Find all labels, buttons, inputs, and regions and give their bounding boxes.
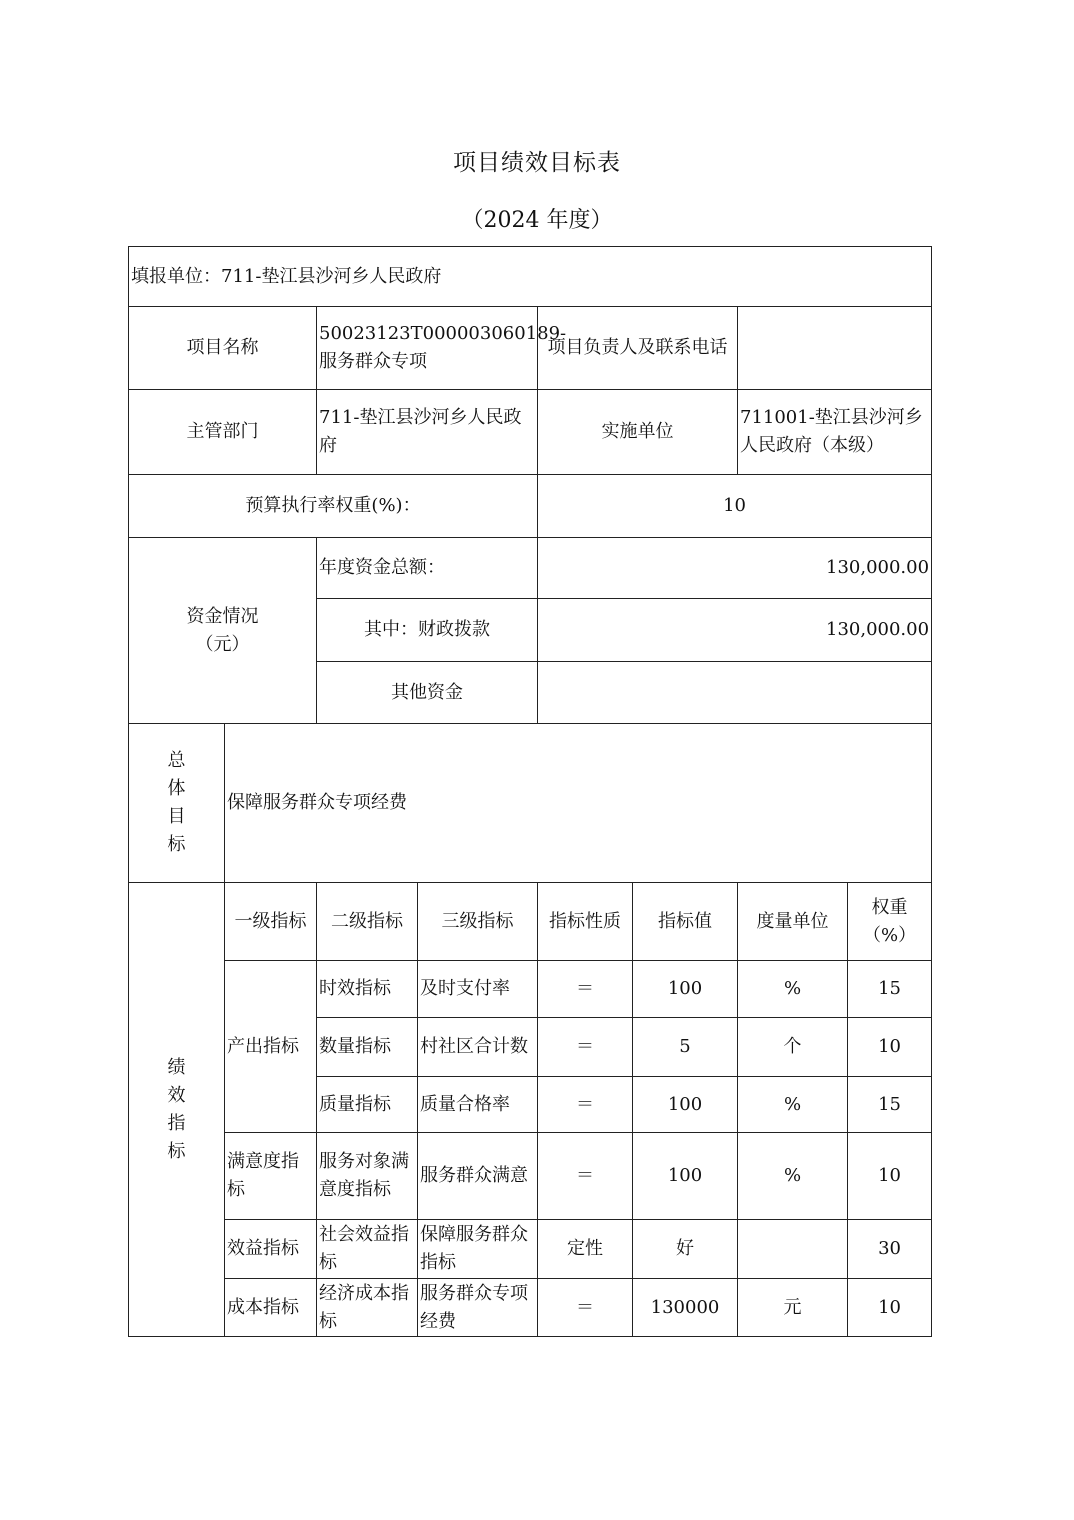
other-funds-value xyxy=(538,662,932,724)
satisfaction-unit: % xyxy=(738,1133,848,1220)
output-r3-level2: 质量指标 xyxy=(317,1077,418,1133)
output-r2-value: 5 xyxy=(633,1018,738,1077)
dept-value: 711-垫江县沙河乡人民政府 xyxy=(317,390,538,475)
output-r1-level3: 及时支付率 xyxy=(418,961,538,1018)
benefit-weight: 30 xyxy=(848,1220,932,1279)
output-r3-nature: ＝ xyxy=(538,1077,633,1133)
benefit-nature: 定性 xyxy=(538,1220,633,1279)
cost-weight: 10 xyxy=(848,1279,932,1337)
page-title: 项目绩效目标表 xyxy=(453,150,621,176)
output-r1-unit: % xyxy=(738,961,848,1018)
output-r1-weight: 15 xyxy=(848,961,932,1018)
funds-label-text: 资金情况（元） xyxy=(186,605,259,655)
output-r2-unit: 个 xyxy=(738,1018,848,1077)
fiscal-label: 其中：财政拨款 xyxy=(317,599,538,662)
header-value: 指标值 xyxy=(633,883,738,961)
manager-contact-value xyxy=(738,307,932,390)
output-level1: 产出指标 xyxy=(225,961,317,1133)
manager-contact-label: 项目负责人及联系电话 xyxy=(538,307,738,390)
output-r3-weight: 15 xyxy=(848,1077,932,1133)
output-r3-value: 100 xyxy=(633,1077,738,1133)
annual-total-label: 年度资金总额： xyxy=(317,538,538,599)
output-r2-weight: 10 xyxy=(848,1018,932,1077)
header-nature: 指标性质 xyxy=(538,883,633,961)
satisfaction-weight: 10 xyxy=(848,1133,932,1220)
cost-nature: ＝ xyxy=(538,1279,633,1337)
satisfaction-level2: 服务对象满意度指标 xyxy=(317,1133,418,1220)
dept-label: 主管部门 xyxy=(129,390,317,475)
impl-unit-label: 实施单位 xyxy=(538,390,738,475)
annual-total-value: 130,000.00 xyxy=(538,538,932,599)
output-r1-nature: ＝ xyxy=(538,961,633,1018)
perf-label xyxy=(129,883,225,1337)
header-weight: 权重（%） xyxy=(848,883,932,961)
satisfaction-level3: 服务群众满意 xyxy=(418,1133,538,1220)
output-r3-level3: 质量合格率 xyxy=(418,1077,538,1133)
funds-label xyxy=(129,538,317,724)
other-funds-label: 其他资金 xyxy=(317,662,538,724)
perf-label-text: 绩效指标 xyxy=(167,1056,186,1162)
output-r1-value: 100 xyxy=(633,961,738,1018)
benefit-level3: 保障服务群众指标 xyxy=(418,1220,538,1279)
benefit-level1: 效益指标 xyxy=(225,1220,317,1279)
cost-level2: 经济成本指标 xyxy=(317,1279,418,1337)
overall-goal-value: 保障服务群众专项经费 xyxy=(225,724,932,883)
output-r2-nature: ＝ xyxy=(538,1018,633,1077)
output-r2-level2: 数量指标 xyxy=(317,1018,418,1077)
fiscal-value: 130,000.00 xyxy=(538,599,932,662)
satisfaction-level1: 满意度指标 xyxy=(225,1133,317,1220)
benefit-level2: 社会效益指标 xyxy=(317,1220,418,1279)
header-level2: 二级指标 xyxy=(317,883,418,961)
performance-table xyxy=(128,246,932,1337)
project-name-value: 50023123T000003060189-服务群众专项 xyxy=(317,307,538,390)
cost-value: 130000 xyxy=(633,1279,738,1337)
page-subtitle: （2024 年度） xyxy=(461,208,613,233)
header-level1: 一级指标 xyxy=(225,883,317,961)
project-name-label: 项目名称 xyxy=(129,307,317,390)
benefit-unit xyxy=(738,1220,848,1279)
budget-weight-value: 10 xyxy=(538,475,932,538)
overall-goal-label-text: 总体目标 xyxy=(167,750,186,855)
filler-unit: 填报单位：711-垫江县沙河乡人民政府 xyxy=(129,247,932,307)
benefit-value: 好 xyxy=(633,1220,738,1279)
header-level3: 三级指标 xyxy=(418,883,538,961)
output-r3-unit: % xyxy=(738,1077,848,1133)
cost-level3: 服务群众专项经费 xyxy=(418,1279,538,1337)
cost-level1: 成本指标 xyxy=(225,1279,317,1337)
impl-unit-value: 711001-垫江县沙河乡人民政府（本级） xyxy=(738,390,932,475)
satisfaction-nature: ＝ xyxy=(538,1133,633,1220)
budget-weight-label: 预算执行率权重(%)： xyxy=(129,475,538,538)
output-r2-level3: 村社区合计数 xyxy=(418,1018,538,1077)
satisfaction-value: 100 xyxy=(633,1133,738,1220)
header-unit: 度量单位 xyxy=(738,883,848,961)
output-r1-level2: 时效指标 xyxy=(317,961,418,1018)
overall-goal-label xyxy=(129,724,225,883)
cost-unit: 元 xyxy=(738,1279,848,1337)
